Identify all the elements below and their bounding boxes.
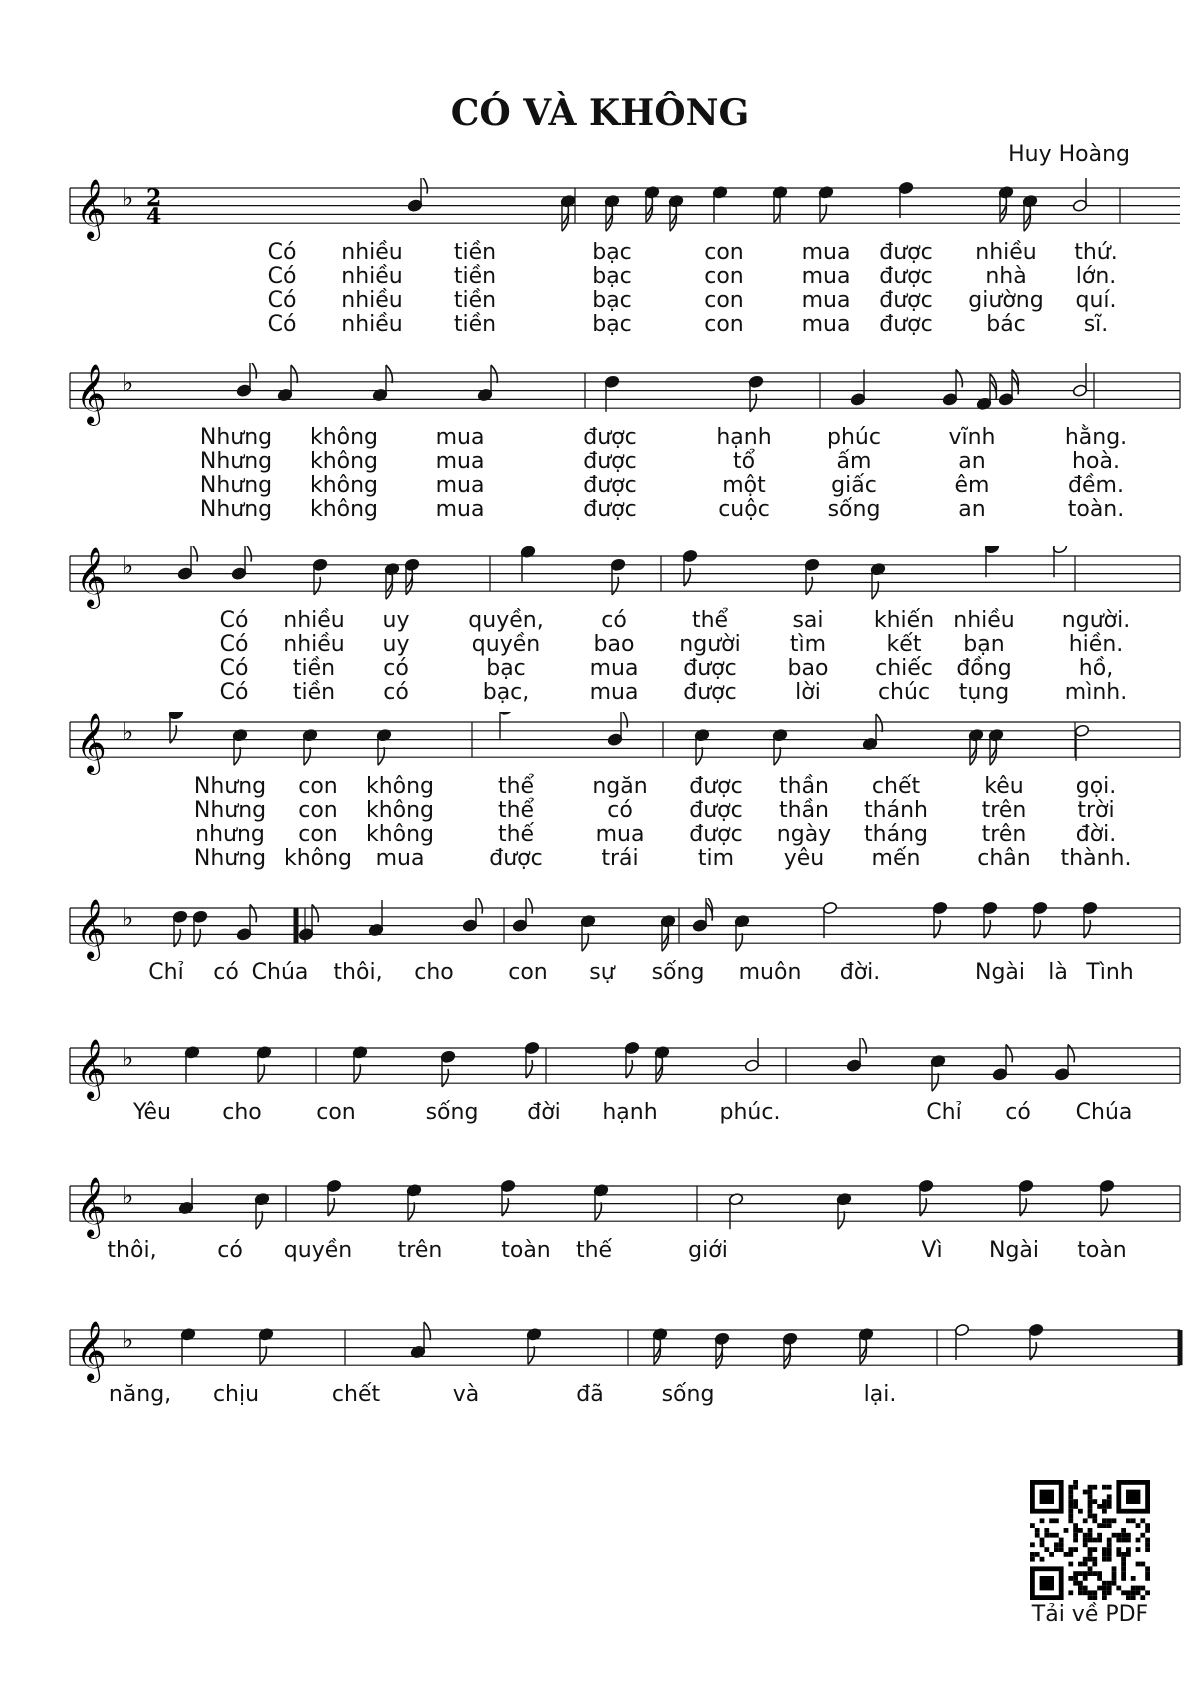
note-flag: [314, 577, 320, 595]
lyric-syllable: trên: [397, 1238, 443, 1263]
lyric-syllable: đời.: [839, 960, 881, 985]
note-flag: [860, 1038, 866, 1054]
lyric-verse-1: [0, 1100, 1200, 1124]
lyric-syllable: cho: [222, 1100, 262, 1125]
lyric-syllable: sự: [589, 960, 615, 985]
lyric-syllable: tiền: [453, 288, 497, 313]
lyric-syllable: quyền: [283, 1238, 353, 1263]
lyric-syllable: uy: [382, 632, 410, 657]
lyric-syllable: Chỉ: [926, 1100, 962, 1125]
note-flag: [421, 178, 427, 194]
note-flag: [328, 1198, 334, 1216]
lyric-syllable: lời: [795, 680, 821, 705]
lyric-syllable: Ngài: [988, 1238, 1040, 1263]
note-flag: [838, 1211, 844, 1229]
note-flag: [502, 1198, 508, 1216]
lyric-syllable: bạc,: [482, 680, 530, 705]
lyric-syllable: chúc: [877, 680, 931, 705]
treble-clef-icon: 𝄞: [76, 179, 107, 239]
lyric-syllable: hạnh: [602, 1100, 658, 1125]
treble-clef-icon: 𝄞: [76, 364, 107, 424]
qr-code-icon[interactable]: [1030, 1480, 1150, 1600]
lyric-syllable: có: [601, 608, 627, 633]
lyric-syllable: được: [879, 312, 933, 337]
lyric-syllable: ngăn: [592, 774, 648, 799]
lyric-syllable: không: [309, 425, 379, 450]
staff-system-2: [0, 363, 1200, 563]
lyric-syllable: gọi.: [1075, 774, 1117, 799]
lyric-syllable: được: [879, 240, 933, 265]
lyric-verse-2: [0, 264, 1200, 288]
lyric-syllable: người.: [1061, 608, 1131, 633]
note-flag: [194, 929, 200, 947]
lyric-verse-4: [0, 846, 1200, 870]
treble-clef-icon: 𝄞: [76, 1177, 107, 1237]
lyric-syllable: và: [452, 1382, 480, 1407]
lyric-syllable: Nhưng: [193, 846, 267, 871]
lyric-syllable: vĩnh: [948, 425, 996, 450]
lyric-syllable: được: [683, 680, 737, 705]
note-flag: [424, 1322, 430, 1340]
lyric-syllable: Yêu: [133, 1100, 171, 1125]
lyric-syllable: nhưng: [195, 822, 265, 847]
lyric-syllable: Ngài: [974, 960, 1026, 985]
lyric-syllable: người: [679, 632, 741, 657]
lyric-syllable: Có: [267, 240, 297, 265]
lyric-verse-1: [0, 608, 1200, 632]
note-flag: [582, 933, 588, 951]
lyric-syllable: nhiều: [283, 632, 345, 657]
lyric-syllable: toàn.: [1067, 497, 1125, 522]
lyric-syllable: có: [217, 1238, 243, 1263]
note-flag: [612, 577, 618, 595]
note-flag: [408, 1202, 414, 1220]
lyric-syllable: con: [704, 288, 744, 313]
lyric-syllable: thần: [779, 798, 829, 823]
treble-clef-icon: 𝄞: [76, 899, 107, 959]
lyric-verse-1: [0, 1382, 1200, 1406]
lyric-syllable: thế: [575, 1238, 613, 1263]
lyric-syllable: bạc: [592, 312, 632, 337]
note-flag: [872, 581, 878, 599]
lyric-syllable: chân: [977, 846, 1031, 871]
lyric-syllable: nhiều: [341, 264, 403, 289]
lyric-syllable: thôi,: [107, 1238, 157, 1263]
lyric-syllable: mến: [871, 846, 921, 871]
lyric-syllable: uy: [382, 608, 410, 633]
lyric-syllable: nhiều: [283, 608, 345, 633]
lyric-syllable: nhiều: [341, 312, 403, 337]
lyric-verse-1: [0, 425, 1200, 449]
lyric-syllable: thế: [497, 822, 535, 847]
lyric-verse-3: [0, 288, 1200, 312]
lyric-syllable: Có: [219, 656, 249, 681]
note-flag: [920, 1198, 926, 1216]
lyric-syllable: tháng: [864, 822, 928, 847]
lyric-syllable: bao: [593, 632, 635, 657]
lyric-syllable: năng,: [108, 1382, 172, 1407]
lyric-syllable: bạn: [963, 632, 1005, 657]
lyric-syllable: giường: [968, 288, 1044, 313]
lyric-syllable: Có: [267, 312, 297, 337]
lyric-syllable: được: [583, 425, 637, 450]
note-flag: [256, 1211, 262, 1229]
lyric-verse-3: [0, 656, 1200, 680]
lyric-syllable: an: [958, 497, 986, 522]
lyric-syllable: Nhưng: [199, 497, 273, 522]
lyric-syllable: hằng.: [1064, 425, 1128, 450]
staff-system-1: [0, 178, 1200, 378]
lyric-syllable: phúc.: [719, 1100, 781, 1125]
lyric-syllable: thể: [497, 798, 535, 823]
key-signature-flat: ♭: [122, 718, 134, 746]
lyric-syllable: hiền.: [1068, 632, 1124, 657]
lyric-syllable: không: [309, 473, 379, 498]
note-flag: [378, 747, 384, 765]
lyric-syllable: có: [607, 798, 633, 823]
lyric-syllable: tiền: [292, 680, 336, 705]
lyric-syllable: bạc: [592, 240, 632, 265]
note-flag: [476, 898, 482, 914]
lyric-syllable: bao: [787, 656, 829, 681]
lyric-syllable: bạc: [592, 264, 632, 289]
lyric-syllable: nhà: [985, 264, 1027, 289]
note-flag: [260, 1346, 266, 1364]
lyric-syllable: mua: [595, 822, 645, 847]
treble-clef-icon: 𝄞: [76, 1039, 107, 1099]
lyric-syllable: không: [365, 774, 435, 799]
note-flag: [820, 204, 826, 222]
lyric-syllable: phúc: [827, 425, 881, 450]
lyric-syllable: không: [365, 798, 435, 823]
lyric-syllable: không: [365, 822, 435, 847]
lyric-syllable: trên: [981, 798, 1027, 823]
note-flag: [696, 747, 702, 765]
lyric-syllable: con: [704, 264, 744, 289]
lyric-verse-1: [0, 960, 1200, 984]
lyric-syllable: được: [879, 264, 933, 289]
lyric-syllable: đời: [527, 1100, 561, 1125]
note-flag: [595, 1202, 601, 1220]
lyric-syllable: được: [683, 656, 737, 681]
lyric-syllable: không: [283, 846, 353, 871]
lyric-syllable: sĩ.: [1083, 312, 1109, 337]
lyric-syllable: Nhưng: [193, 798, 267, 823]
lyric-syllable: êm: [954, 473, 990, 498]
lyric-syllable: quyền: [471, 632, 541, 657]
lyric-syllable: tiền: [453, 312, 497, 337]
note-flag: [1084, 920, 1090, 938]
lyric-verse-4: [0, 497, 1200, 521]
lyric-syllable: đời.: [1075, 822, 1117, 847]
lyric-syllable: sống: [827, 497, 881, 522]
treble-clef-icon: 𝄞: [76, 1321, 107, 1381]
key-signature-flat: ♭: [122, 552, 134, 580]
lyric-syllable: hồ,: [1078, 656, 1114, 681]
lyric-syllable: đã: [576, 1382, 604, 1407]
composer-name: Huy Hoàng: [1008, 142, 1130, 167]
lyric-syllable: Chỉ: [148, 960, 184, 985]
lyric-syllable: trời: [1077, 798, 1115, 823]
note-flag: [1101, 1198, 1107, 1216]
lyric-syllable: giấc: [831, 473, 877, 498]
lyric-syllable: mua: [801, 264, 851, 289]
note-flag: [258, 1064, 264, 1082]
note-flag: [1034, 920, 1040, 938]
song-title: CÓ VÀ KHÔNG: [450, 92, 750, 134]
note-flag: [191, 546, 197, 562]
lyric-syllable: đềm.: [1068, 473, 1124, 498]
lyric-syllable: mua: [375, 846, 425, 871]
note-flag: [528, 1346, 534, 1364]
lyric-syllable: con: [704, 312, 744, 337]
lyric-syllable: được: [583, 449, 637, 474]
note-flag: [1020, 1198, 1026, 1216]
time-signature-top: 2: [146, 185, 162, 211]
lyric-syllable: nhiều: [975, 240, 1037, 265]
lyric-syllable: tim: [697, 846, 735, 871]
lyric-syllable: ấm: [836, 449, 872, 474]
lyric-syllable: nhiều: [341, 240, 403, 265]
lyric-syllable: mua: [435, 473, 485, 498]
lyric-syllable: mua: [801, 312, 851, 337]
lyric-syllable: yêu: [783, 846, 825, 871]
note-flag: [250, 904, 256, 922]
key-signature-flat: ♭: [122, 904, 134, 932]
note-flag: [526, 1060, 532, 1078]
lyric-syllable: con: [316, 1100, 356, 1125]
note-flag: [234, 747, 240, 765]
lyric-syllable: con: [298, 822, 338, 847]
note-flag: [170, 725, 176, 743]
lyric-verse-3: [0, 822, 1200, 846]
lyric-syllable: bác: [986, 312, 1026, 337]
lyric-syllable: chết: [331, 1382, 381, 1407]
lyric-syllable: thôi,: [333, 960, 383, 985]
staff-system-4: [0, 712, 1200, 912]
lyric-syllable: Nhưng: [199, 473, 273, 498]
note-flag: [250, 363, 256, 379]
lyric-syllable: được: [583, 497, 637, 522]
lyric-syllable: nhiều: [953, 608, 1015, 633]
lyric-verse-4: [0, 312, 1200, 336]
note-flag: [750, 394, 756, 412]
key-signature-flat: ♭: [122, 1044, 134, 1072]
lyric-syllable: an: [958, 449, 986, 474]
lyric-syllable: con: [704, 240, 744, 265]
note-flag: [1068, 1044, 1074, 1062]
lyric-syllable: sai: [792, 608, 824, 633]
lyric-syllable: Chúa: [1075, 1100, 1133, 1125]
lyric-syllable: mua: [801, 240, 851, 265]
lyric-syllable: Có: [267, 264, 297, 289]
lyric-syllable: mua: [435, 497, 485, 522]
lyric-syllable: có: [1005, 1100, 1031, 1125]
note-flag: [736, 933, 742, 951]
note-flag: [1030, 1342, 1036, 1360]
lyric-syllable: một: [722, 473, 766, 498]
key-signature-flat: ♭: [122, 1182, 134, 1210]
lyric-syllable: con: [298, 774, 338, 799]
note-flag: [491, 365, 497, 383]
lyric-syllable: được: [689, 822, 743, 847]
lyric-verse-1: [0, 774, 1200, 798]
lyric-syllable: con: [508, 960, 548, 985]
lyric-syllable: tìm: [789, 632, 827, 657]
lyric-verse-3: [0, 473, 1200, 497]
lyric-syllable: sống: [661, 1382, 715, 1407]
lyric-verse-2: [0, 632, 1200, 656]
note-flag: [774, 747, 780, 765]
lyric-syllable: kêu: [984, 774, 1024, 799]
lyric-syllable: chết: [871, 774, 921, 799]
note-flag: [956, 369, 962, 387]
staff-system-8: [0, 1320, 1200, 1520]
lyric-syllable: Nhưng: [199, 425, 273, 450]
lyric-syllable: sống: [425, 1100, 479, 1125]
time-signature-bottom: 4: [146, 204, 162, 230]
lyric-syllable: được: [879, 288, 933, 313]
note-flag: [621, 712, 627, 728]
lyric-syllable: hạnh: [716, 425, 772, 450]
lyric-syllable: thể: [691, 608, 729, 633]
lyric-syllable: khiến: [873, 608, 935, 633]
lyric-syllable: quí.: [1075, 288, 1117, 313]
key-signature-flat: ♭: [122, 369, 134, 397]
lyric-syllable: mua: [801, 288, 851, 313]
lyric-syllable: chiếc: [875, 656, 933, 681]
note-flag: [932, 1073, 938, 1091]
lyric-syllable: không: [309, 497, 379, 522]
lyric-syllable: thành.: [1060, 846, 1132, 871]
note-flag: [526, 898, 532, 914]
lyric-syllable: tiền: [453, 240, 497, 265]
lyric-verse-2: [0, 798, 1200, 822]
lyric-syllable: con: [298, 798, 338, 823]
lyric-syllable: tiền: [292, 656, 336, 681]
lyric-syllable: lại.: [863, 1382, 897, 1407]
note-flag: [442, 1069, 448, 1087]
note-flag: [876, 714, 882, 732]
lyric-syllable: Nhưng: [199, 449, 273, 474]
lyric-syllable: được: [689, 798, 743, 823]
lyric-syllable: trái: [601, 846, 639, 871]
lyric-syllable: toàn: [1077, 1238, 1127, 1263]
lyric-syllable: nhiều: [341, 288, 403, 313]
note-flag: [245, 546, 251, 562]
note-flag: [626, 1060, 632, 1078]
lyric-syllable: lớn.: [1075, 264, 1117, 289]
lyric-syllable: ngày: [776, 822, 832, 847]
lyric-syllable: kết: [886, 632, 922, 657]
lyric-syllable: bạc: [592, 288, 632, 313]
lyric-syllable: toàn: [501, 1238, 551, 1263]
lyric-syllable: tiền: [453, 264, 497, 289]
lyric-syllable: tụng: [958, 680, 1010, 705]
lyric-syllable: cho: [414, 960, 454, 985]
lyric-syllable: có: [383, 656, 409, 681]
lyric-syllable: có: [213, 960, 239, 985]
lyric-syllable: Có: [219, 632, 249, 657]
note-flag: [806, 577, 812, 595]
lyric-syllable: giới: [688, 1238, 728, 1263]
note-flag: [174, 929, 180, 947]
lyric-syllable: thánh: [864, 798, 928, 823]
treble-clef-icon: 𝄞: [76, 547, 107, 607]
note-flag: [684, 568, 690, 586]
lyric-verse-1: [0, 1238, 1200, 1262]
lyric-syllable: được: [489, 846, 543, 871]
key-signature-flat: ♭: [122, 184, 134, 212]
note-flag: [354, 1064, 360, 1082]
lyric-syllable: trên: [981, 822, 1027, 847]
note-flag: [291, 365, 297, 383]
lyric-syllable: là: [1048, 960, 1068, 985]
lyric-verse-1: [0, 240, 1200, 264]
lyric-verse-2: [0, 449, 1200, 473]
lyric-syllable: Nhưng: [193, 774, 267, 799]
lyric-syllable: Có: [219, 608, 249, 633]
lyric-syllable: mình.: [1064, 680, 1128, 705]
lyric-syllable: quyền,: [468, 608, 544, 633]
lyric-syllable: cuộc: [718, 497, 770, 522]
lyric-syllable: Vì: [921, 1238, 943, 1263]
treble-clef-icon: 𝄞: [76, 713, 107, 773]
lyric-syllable: muôn: [738, 960, 802, 985]
lyric-syllable: thần: [779, 774, 829, 799]
note-flag: [934, 920, 940, 938]
lyric-syllable: chịu: [212, 1382, 260, 1407]
lyric-syllable: hoà.: [1072, 449, 1120, 474]
lyric-syllable: Chúa: [251, 960, 309, 985]
lyric-syllable: sống: [651, 960, 705, 985]
lyric-syllable: tổ: [732, 449, 756, 474]
lyric-syllable: không: [309, 449, 379, 474]
lyric-syllable: được: [689, 774, 743, 799]
lyric-syllable: mua: [435, 425, 485, 450]
note-flag: [304, 747, 310, 765]
lyric-syllable: được: [583, 473, 637, 498]
lyric-syllable: mua: [589, 680, 639, 705]
key-signature-flat: ♭: [122, 1326, 134, 1354]
note-flag: [312, 904, 318, 922]
lyric-syllable: có: [383, 680, 409, 705]
lyric-syllable: thể: [497, 774, 535, 799]
note-flag: [984, 920, 990, 938]
lyric-syllable: mua: [589, 656, 639, 681]
lyric-verse-4: [0, 680, 1200, 704]
download-pdf-link[interactable]: Tải về PDF: [1031, 1602, 1149, 1627]
lyric-syllable: đồng: [956, 656, 1012, 681]
lyric-syllable: mua: [435, 449, 485, 474]
note-flag: [386, 365, 392, 383]
lyric-syllable: bạc: [486, 656, 526, 681]
lyric-syllable: thứ.: [1074, 240, 1118, 265]
note-flag: [1006, 1044, 1012, 1062]
lyric-syllable: Có: [267, 288, 297, 313]
lyric-syllable: Tình: [1086, 960, 1134, 985]
lyric-syllable: Có: [219, 680, 249, 705]
